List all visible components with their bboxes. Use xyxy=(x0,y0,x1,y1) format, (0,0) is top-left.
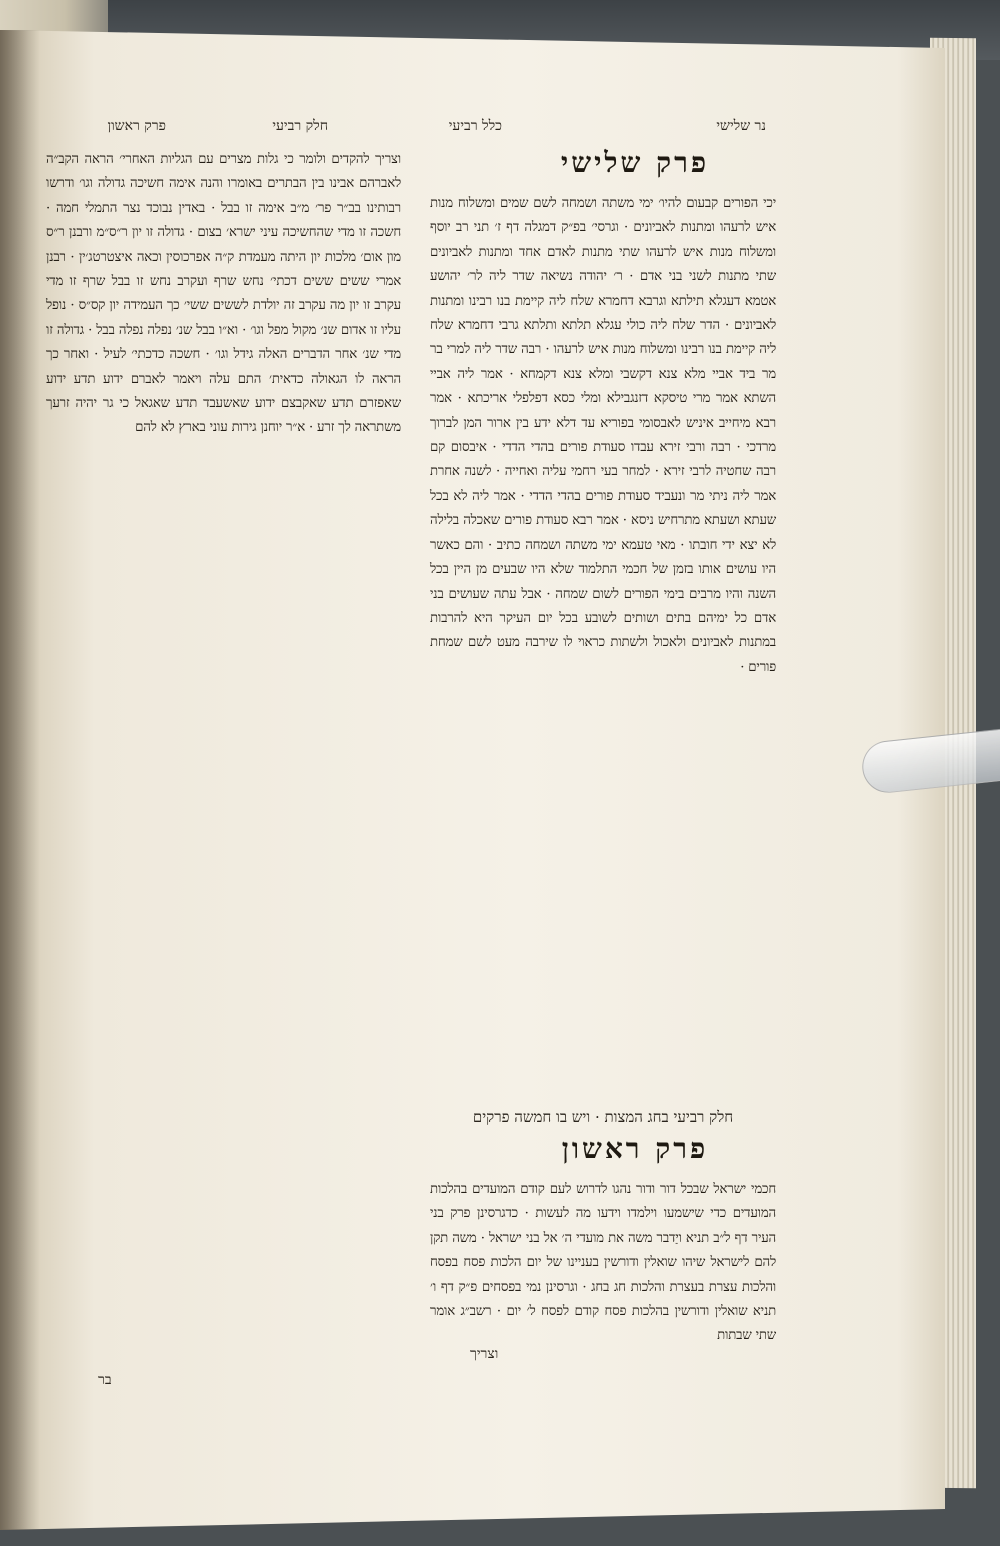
header-left-chapter: פרק ראשון xyxy=(107,118,166,134)
header-right-ner: נר שלישי xyxy=(716,118,766,134)
section-heading: חלק רביעי בחג המצות · ויש בו חמשה פרקים xyxy=(472,1108,734,1126)
right-paragraph-2: חכמי ישראל שבכל דור ודור נהגו לדרוש לעם קודם המועדים בהלכות המועדים כדי שישמעו וילמדו וידעו מה לעשות · כדגרסינן פרק בני העיר דף ל״ב תניא ויַדבר משה את מועדי ה׳ אל בני ישראל · משה תקן להם לישראל שיהו שואלין ודורשין בעניינו של יום הלכות פסח בפסח והלכות עצרת בעצרת והלכות חג בחג · וגרסינן נמי בפסחים פ״ק דף ו׳ תניא שואלין ודורשין בהלכות פסח קודם לפסח ל׳ יום · רשב״ג אומר שתי שבתות xyxy=(430,1182,776,1344)
header-left-part: חלק רביעי xyxy=(272,118,328,134)
right-text-column xyxy=(430,192,776,1072)
chapter-title: פרק שלישי xyxy=(560,146,710,179)
right-text-column-2 xyxy=(430,1178,776,1348)
left-text-column xyxy=(46,148,401,1373)
gutter-shadow xyxy=(0,30,40,1530)
left-paragraph: וצריך להקדים ולומר כי גלות מצרים עם הגליות האחרי׳ הראה הקב״ה לאברהם אבינו בין הבתרים באומרו והנה אימה חשיכה גדולה וגו׳ ודרשו רבותינו בב״ר פר׳ מ״ב אימה זו בבל · באדין נבוכד נצר התמלי חמה · חשכה זו מדי שהחשיכה עיני ישרא׳ בצום · גדולה זו יון ר״ס״מ ורבנן ר״ס מון אום׳ מלכות יון היתה מעמדת ק״ה אפרכוסין וכאה איצטרטג׳ין · רבנן אמרי ששים ששים דכתי׳ נחש שרף ועקרב נחש זו בבל שרף זו מדי עקרב זו יון מה עקרב זה יולדת לששים ששי׳ כך העמידה יון קס״ס · נופל עליו זו אדום שנ׳ מקול מפל וגו׳ · וא״ו בבל שנ׳ נפלה נפלה בבל · גדולה זו מדי שנ׳ אחר הדברים האלה גידל וגו׳ · חשכה כדכתי׳ לעיל · ואחר כך הראה לו הגאולה כדאית׳ התם עלה ויאמר לאברם ידוע תדע ידוע שאפזרם תדע שאקבצם ידוע שאשעבד תדע שאגאל כי גר יהיה זרעך משתראה לך זרע · א״ר יוחנן גירות עוני בארץ לא להם xyxy=(46,152,401,436)
chapter2-title: פרק ראשון xyxy=(561,1132,709,1165)
header-right-rule: כלל רביעי xyxy=(448,118,502,134)
right-paragraph: יכי הפורים קבעום להיו׳ ימי משתה ושמחה לשם שמים ומשלוח מנות איש לרעהו ומתנות לאביונים · וגרסי׳ בפ״ק דמגלה דף ז׳ תני רב יוסף ומשלוח מנות איש לרעהו שתי מתנות לאדם אחד ומתנות לאביונים שתי מתנות לשני בני אדם · ר׳ יהודה נשיאה שדר ליה לר׳ יהושע אטמא דעגלא תילתא וגרבא דחמרא שלח ליה קיימת בנו רבינו ומתנות לאביונים · הדר שלח ליה כולי עגלא תלתא ותלתא גרבי דחמרא שלח ליה קיימת בנו רבינו ומשלוח מנות איש לרעהו · רבה שדר ליה למרי בר מר ביד אביי מלא צנא דקשבי ומלא צנא דקמחא · אמר ליה אביי השתא אמר מרי טיסקא דזנגבילא ומלי כסא דפלפלי אריכתא · אמר רבא מיחייב איניש לאבסומי בפוריא עד דלא ידע בין ארור המן לברוך מרדכי · רבה ורבי זירא עבדו סעודת פורים בהדי הדדי · איבסום קם רבה שחטיה לרבי זירא · למחר בעי רחמי עליה ואחייה · לשנה אחרת אמר ליה ניתי מר ונעביד סעודת פורים בהדי הדדי · אמר ליה לא בכל שעתא ושעתא מתרחיש ניסא · אמר רבא סעודת פורים שאכלה בלילה לא יצא ידי חובתו · מאי טעמא ימי משתה ושמחה כתיב · והם כאשר היו עושים אותו בזמן של חכמי התלמוד שלא היו שבעים מן היין בכל השנה והיו מרבים בימי הפורים לשום שמחה · אבל עתה שעושים בני אדם כל ימיהם בתים ושותים לשובע בכל יום העיקר היא להרבות במתנות לאביונים ולאכול ולשתות כראוי לו שירבה מעט לשם שמחת פורים · xyxy=(430,196,776,675)
left-catchword: בר xyxy=(98,1372,112,1388)
right-catchword: וצריך xyxy=(470,1346,499,1362)
